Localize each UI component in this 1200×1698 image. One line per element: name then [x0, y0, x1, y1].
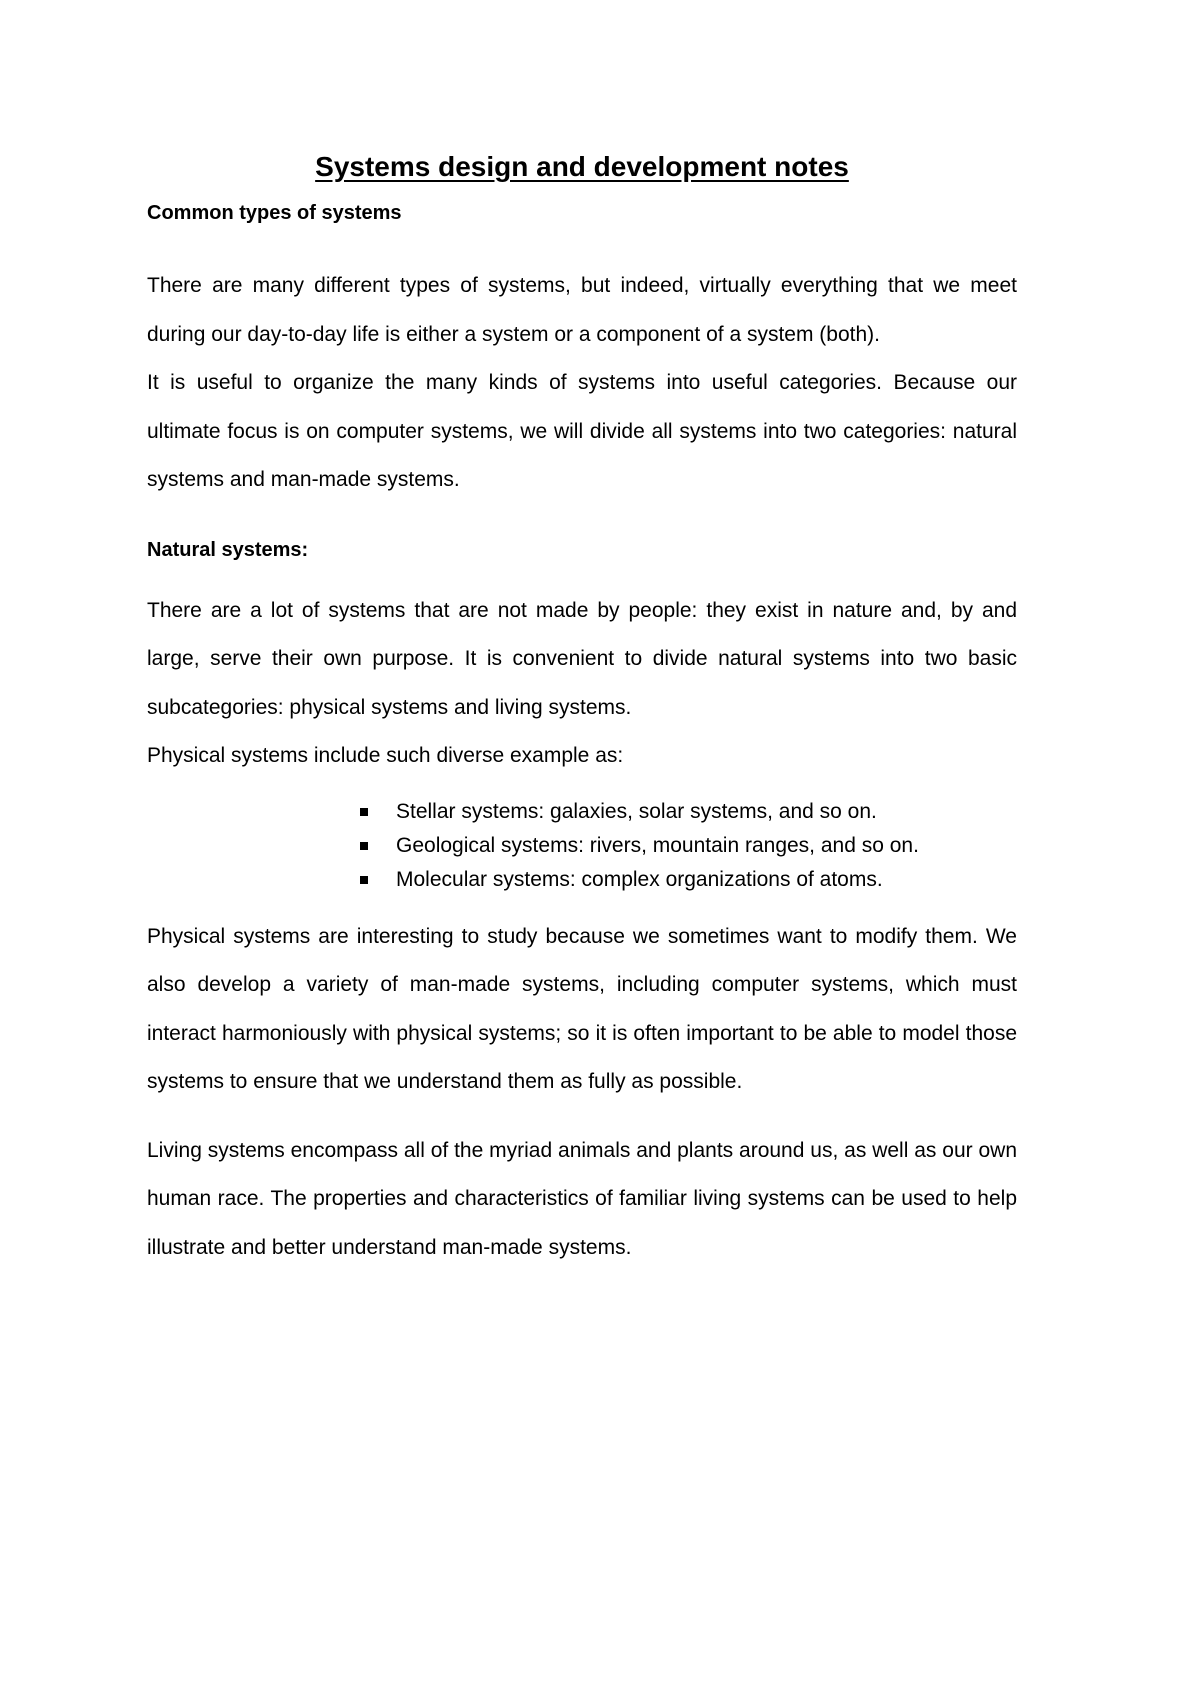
list-item	[360, 829, 1017, 863]
paragraph: There are a lot of systems that are not made by people: they exist in nature and, by and large, serve their own purpose. It is convenient to divide natural systems into two basic subcategories: physical systems and living systems.	[147, 598, 1017, 719]
paragraph: Physical systems are interesting to study because we sometimes want to modify them. We also develop a variety of man-made systems, including computer systems, which must interact harmoniously with physical systems; so it is often important to be able to model those systems to ensure that we understand them as fully as possible.	[147, 924, 1017, 1093]
list-item	[360, 863, 1017, 897]
list-item-text: Molecular systems: complex organizations of atoms.	[396, 867, 883, 891]
list-item-text: Stellar systems: galaxies, solar systems, and so on.	[396, 799, 877, 823]
square-bullet-icon	[360, 876, 368, 884]
physical-systems-list	[147, 795, 1017, 897]
paragraph: Physical systems include such diverse example as:	[147, 744, 624, 767]
paragraph: There are many different types of systems, but indeed, virtually everything that we meet during our day-to-day life is either a system or a component of a system (both).	[147, 274, 1017, 346]
paragraph: It is useful to organize the many kinds of systems into useful categories. Because our ultimate focus is on computer systems, we will divide all systems into two categories: natural systems and man-made systems.	[147, 371, 1017, 491]
list-item-text: Geological systems: rivers, mountain ranges, and so on.	[396, 833, 919, 857]
section-heading-common-types: Common types of systems	[147, 202, 402, 224]
section-heading-natural-systems: Natural systems:	[147, 538, 309, 561]
paragraph: Living systems encompass all of the myriad animals and plants around us, as well as our own human race. The properties and characteristics of familiar living systems can be used to help illustrate and better understand man-made systems.	[147, 1138, 1017, 1259]
square-bullet-icon	[360, 842, 368, 850]
square-bullet-icon	[360, 808, 368, 816]
document-title: Systems design and development notes	[315, 151, 849, 182]
list-item	[360, 795, 1017, 829]
document-body	[147, 145, 1017, 1272]
